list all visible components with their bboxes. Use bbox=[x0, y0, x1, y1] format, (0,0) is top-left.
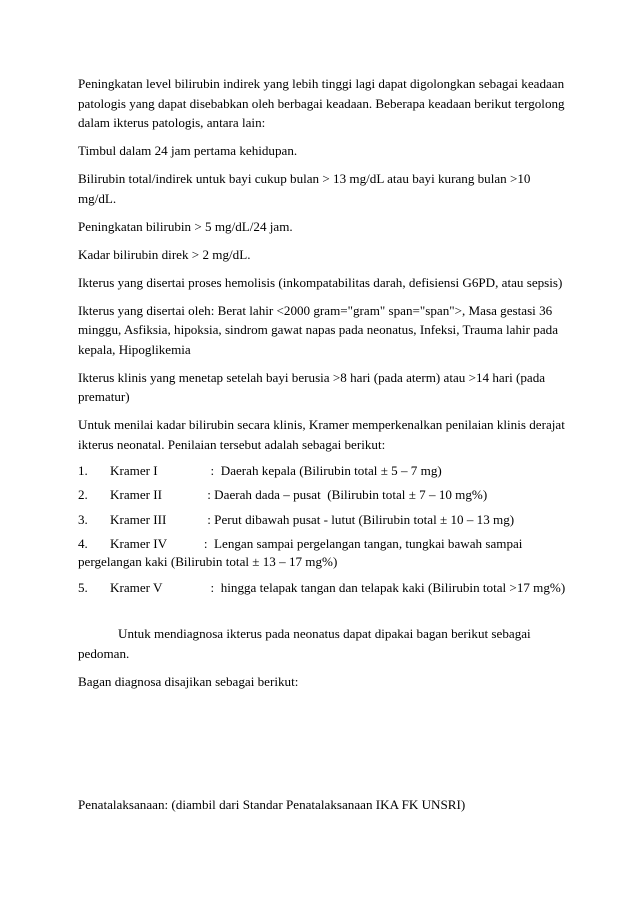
kramer-description-continued: pergelangan kaki (Bilirubin total ± 13 – 17 mg%) bbox=[78, 554, 338, 569]
kramer-name: Kramer III bbox=[110, 511, 167, 527]
kramer-description: : Lengan sampai pergelangan tangan, tungkai bawah sampai bbox=[194, 536, 523, 551]
kramer-item bbox=[78, 487, 568, 503]
diagnosis-paragraph: Untuk mendiagnosa ikterus pada neonatus dapat dipakai bagan berikut sebagai pedoman. bbox=[78, 626, 531, 661]
penatalaksanaan-heading: Penatalaksanaan: (diambil dari Standar Penatalaksanaan IKA FK UNSRI) bbox=[78, 797, 466, 812]
condition-7: Ikterus klinis yang menetap setelah bayi berusia >8 hari (pada aterm) atau >14 hari (pada prematur) bbox=[78, 369, 546, 404]
kramer-name: Kramer IV bbox=[110, 536, 168, 551]
kramer-number: 3. bbox=[78, 511, 88, 527]
kramer-description: : Perut dibawah pusat - lutut (Bilirubin total ± 10 – 13 mg) bbox=[204, 511, 515, 527]
kramer-item bbox=[78, 580, 568, 596]
condition-1: Timbul dalam 24 jam pertama kehidupan. bbox=[78, 143, 298, 158]
kramer-description: : Daerah kepala (Bilirubin total ± 5 – 7 mg) bbox=[204, 462, 442, 478]
kramer-number: 4. bbox=[78, 536, 88, 551]
condition-3: Peningkatan bilirubin > 5 mg/dL/24 jam. bbox=[78, 218, 293, 234]
condition-4: Kadar bilirubin direk > 2 mg/dL. bbox=[78, 246, 251, 262]
kramer-name: Kramer II bbox=[110, 487, 162, 502]
condition-6: Ikterus yang disertai oleh: Berat lahir <2000 gram="gram" span="span">, Masa gestasi 36 minggu, Asfiksia, hipoksia, sindrom gawat napas pada neonatus, Infeksi, Trauma lahir pada kepala, Hipoglikemia bbox=[78, 302, 559, 357]
kramer-name: Kramer I bbox=[110, 462, 158, 478]
bagan-caption: Bagan diagnosa disajikan sebagai berikut: bbox=[78, 673, 299, 689]
condition-2: Bilirubin total/indirek untuk bayi cukup bulan > 13 mg/dL atau bayi kurang bulan >10 mg/dL. bbox=[78, 171, 531, 206]
document-body bbox=[78, 74, 568, 815]
kramer-description: : hingga telapak tangan dan telapak kaki (Bilirubin total >17 mg%) bbox=[204, 580, 566, 595]
kramer-item bbox=[78, 463, 568, 479]
kramer-name: Kramer V bbox=[110, 580, 163, 595]
kramer-number: 5. bbox=[78, 580, 88, 595]
kramer-item bbox=[78, 512, 568, 528]
kramer-intro-paragraph: Untuk menilai kadar bilirubin secara klinis, Kramer memperkenalkan penilaian klinis derajat ikterus neonatal. Penilaian tersebut adalah sebagai berikut: bbox=[78, 417, 565, 452]
kramer-number: 2. bbox=[78, 487, 88, 502]
kramer-number: 1. bbox=[78, 462, 88, 478]
condition-5: Ikterus yang disertai proses hemolisis (inkompatabilitas darah, defisiensi G6PD, atau sepsis) bbox=[78, 274, 563, 290]
intro-paragraph: Peningkatan level bilirubin indirek yang lebih tinggi lagi dapat digolongkan sebagai keadaan patologis yang dapat disebabkan oleh berbagai keadaan. Beberapa keadaan berikut tergolong dalam ikterus patologis, antara lain: bbox=[78, 76, 565, 130]
kramer-description: : Daerah dada – pusat (Bilirubin total ± 7 – 10 mg%) bbox=[204, 487, 488, 502]
kramer-item bbox=[78, 536, 568, 572]
